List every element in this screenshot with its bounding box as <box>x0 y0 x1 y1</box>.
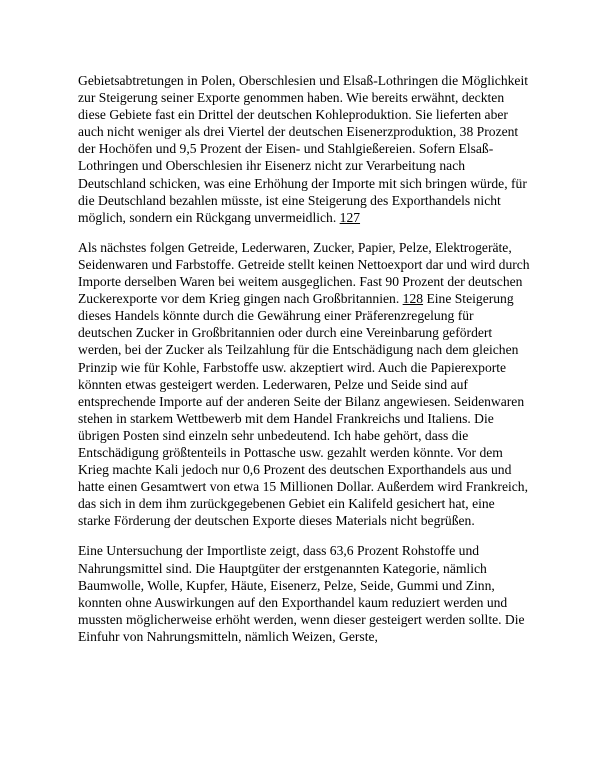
paragraph-territory-losses <box>78 72 530 226</box>
paragraph-text-after: Eine Steigerung dieses Handels könnte durch die Gewährung einer Präferenzregelung für deutschen Zucker in Großbritannien oder durch eine Vereinbarung gefördert werden, bei der Zucker als Teilzahlung für die Entschädigung nach dem gleichen Prinzip wie für Kohle, Farbstoffe usw. akzeptiert wird. Auch die Papierexporte könnten etwas gesteigert werden. Lederwaren, Pelze und Seide sind auf entsprechende Importe auf der anderen Seite der Bilanz angewiesen. Seidenwaren stehen in starkem Wettbewerb mit dem Handel Frankreichs und Italiens. Die übrigen Posten sind einzeln sehr unbedeutend. Ich habe gehört, dass die Entschädigung größtenteils in Pottasche usw. gezahlt werden könnte. Vor dem Krieg machte Kali jedoch nur 0,6 Prozent des deutschen Exporthandels aus und hatte einen Gesamtwert von etwa 15 Millionen Dollar. Außerdem wird Frankreich, das sich in dem ihm zurückgegebenen Gebiet ein Kalifeld gesichert hat, eine starke Förderung der deutschen Exporte dieses Materials nicht begrüßen. <box>78 291 528 529</box>
footnote-link-128[interactable]: 128 <box>402 291 424 307</box>
paragraph-text: Eine Untersuchung der Importliste zeigt, dass 63,6 Prozent Rohstoffe und Nahrungsmittel sind. Die Hauptgüter der erstgenannten Kategorie, nämlich Baumwolle, Wolle, Kupfer, Häute, Eisenerz, Pelze, Seide, Gummi und Zinn, konnten ohne Auswirkungen auf den Exporthandel kaum reduziert werden und mussten möglicherweise erhöht werden, wenn dieser gesteigert werden sollte. Die Einfuhr von Nahrungsmitteln, nämlich Weizen, Gerste, <box>78 543 525 644</box>
paragraph-export-goods <box>78 239 530 530</box>
paragraph-import-list <box>78 542 530 645</box>
document-page <box>78 72 530 658</box>
paragraph-text: Gebietsabtretungen in Polen, Oberschlesien und Elsaß-Lothringen die Möglichkeit zur Steigerung seiner Exporte genommen haben. Wie bereits erwähnt, deckten diese Gebiete fast ein Drittel der deutschen Kohleproduktion. Sie lieferten aber auch nicht weniger als drei Viertel der deutschen Eisenerzproduktion, 38 Prozent der Hochöfen und 9,5 Prozent der Eisen- und Stahlgießereien. Sofern Elsaß-Lothringen und Oberschlesien ihr Eisenerz nicht zur Verarbeitung nach Deutschland schicken, was eine Erhöhung der Importe mit sich bringen würde, für die Deutschland bezahlen müsste, ist eine Steigerung des Exporthandels nicht möglich, sondern ein Rückgang unvermeidlich. <box>78 73 528 225</box>
paragraph-text-before: Als nächstes folgen Getreide, Lederwaren, Zucker, Papier, Pelze, Elektrogeräte, Seidenwaren und Farbstoffe. Getreide stellt keinen Nettoexport dar und wird durch Importe derselben Waren bei weitem ausgeglichen. Fast 90 Prozent der deutschen Zuckerexporte vor dem Krieg gingen nach Großbritannien. <box>78 239 530 307</box>
footnote-link-127[interactable]: 127 <box>339 209 361 225</box>
